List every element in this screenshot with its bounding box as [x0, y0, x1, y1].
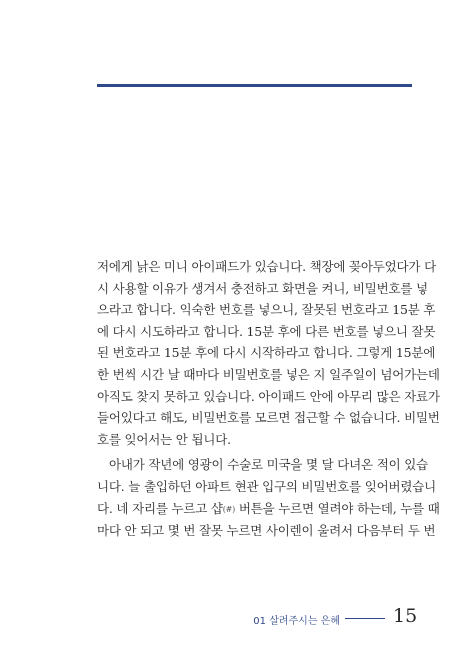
- text-segment: 다. 네 자리를 누르고 샵: [97, 500, 223, 516]
- body-text: [97, 256, 440, 542]
- page-footer: [0, 605, 470, 635]
- text-line: 으라고 합니다. 익숙한 번호를 넣으니, 잘못된 번호라고 15분 후: [97, 302, 436, 318]
- text-line: 니다. 늘 출입하던 아파트 현관 입구의 비밀번호를 잊어버렸습니: [97, 478, 436, 494]
- footer-rule: [345, 618, 385, 619]
- text-line: 아내가 작년에 영광이 수술로 미국을 몇 달 다녀온 적이 있습: [109, 457, 428, 473]
- text-line: 저에게 낡은 미니 아이패드가 있습니다. 책장에 꽂아두었다가 다: [97, 259, 436, 274]
- text-line: 한 번씩 시간 날 때마다 비밀번호를 넣은 지 일주일이 넘어가는데: [97, 366, 440, 382]
- text-line: 시 사용할 이유가 생겨서 충전하고 화면을 켜니, 비밀번호를 넣: [97, 280, 428, 296]
- page-number: 15: [393, 605, 418, 627]
- text-line: 호를 잊어서는 안 됩니다.: [97, 431, 231, 447]
- chapter-title: 01 살려주시는 은혜: [253, 616, 340, 627]
- header-rule: [97, 84, 412, 87]
- text-line: [97, 498, 440, 521]
- text-line: 들어있다고 해도, 비밀번호를 모르면 접근할 수 없습니다. 비밀번: [97, 410, 440, 426]
- text-line: 아직도 찾지 못하고 있습니다. 아이패드 안에 아무리 많은 자료가: [97, 388, 440, 404]
- text-segment: 버튼을 누르면 열려야 하는데, 누를 때: [235, 500, 440, 516]
- text-line: 된 번호라고 15분 후에 다시 시작하라고 합니다. 그렇게 15분에: [97, 345, 436, 361]
- text-line: 마다 안 되고 몇 번 잘못 누르면 사이렌이 울려서 다음부터 두 번: [97, 523, 436, 539]
- hash-symbol: (#): [222, 504, 236, 514]
- text-line: 에 다시 시도하라고 합니다. 15분 후에 다른 번호를 넣으니 잘못: [97, 323, 436, 339]
